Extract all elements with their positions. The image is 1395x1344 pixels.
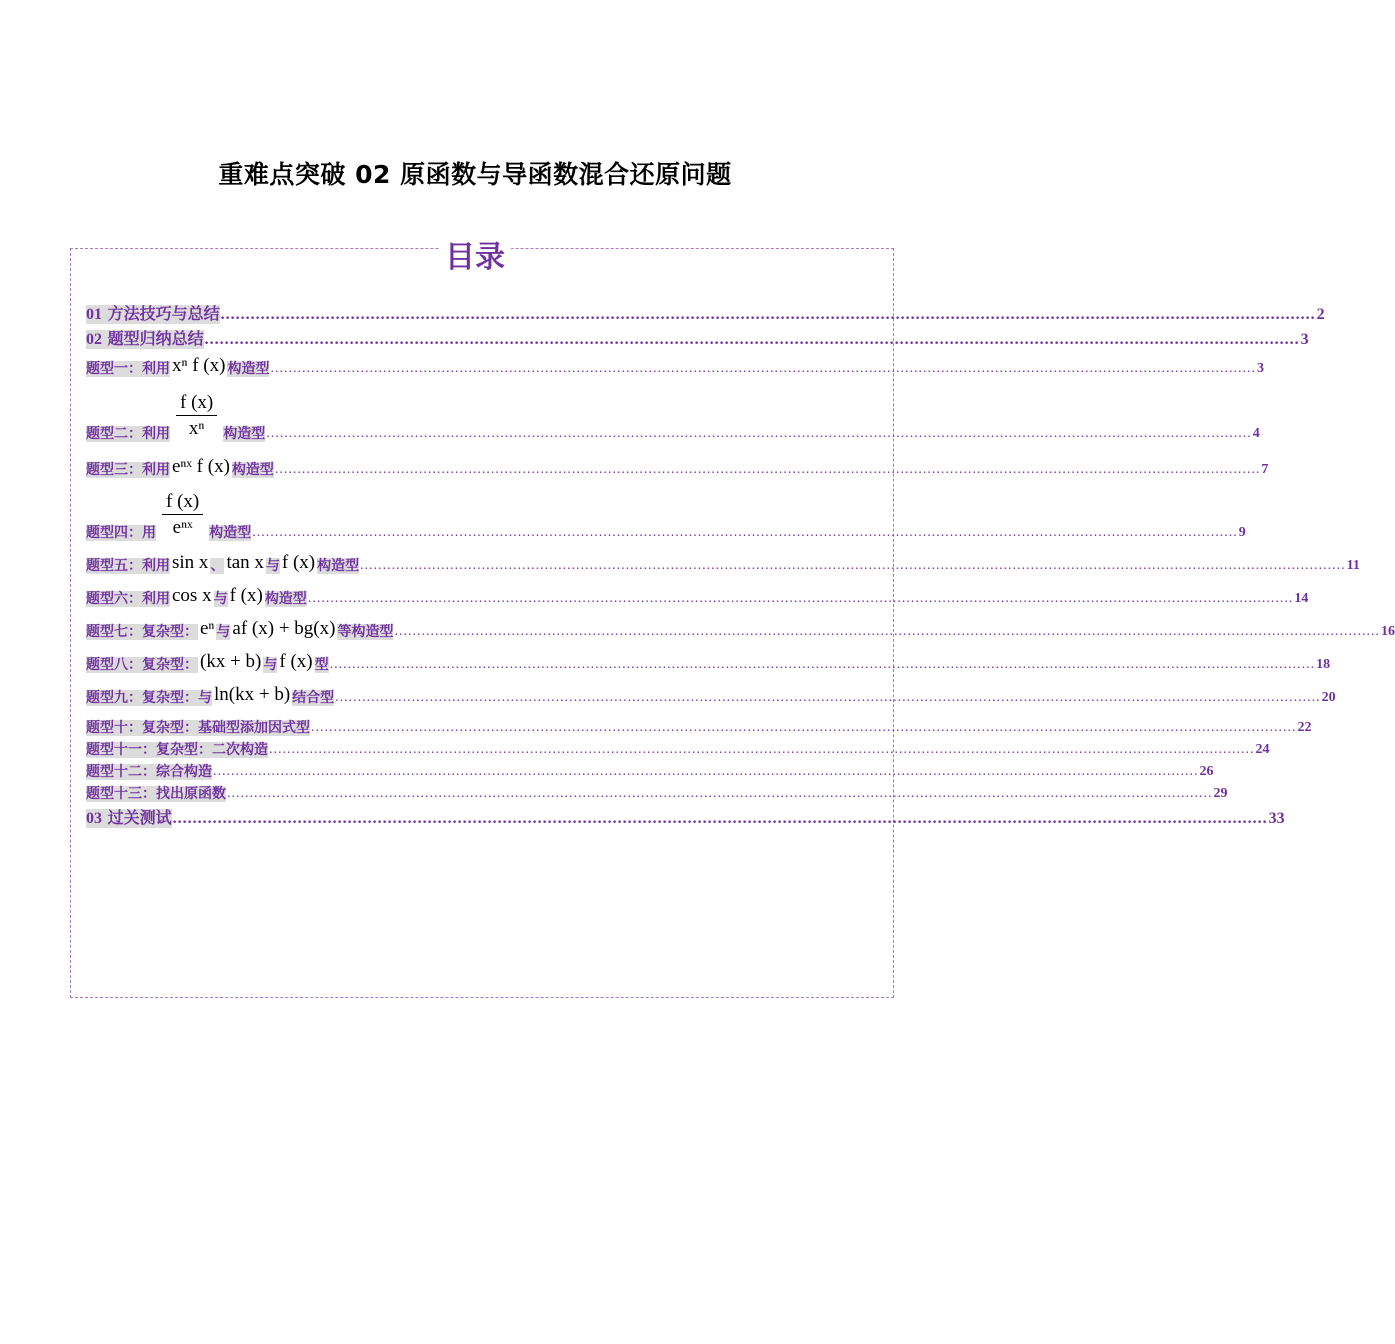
toc-entry-suffix: 等构造型 [337,623,394,640]
toc-entry-connector: 与 [216,623,231,640]
toc-entry-label: 题型十一：复杂型：二次构造 [86,742,268,758]
toc-page-number: 20 [1321,689,1336,705]
toc-entry-label: 题型四：用 [86,524,156,541]
toc-leader-dots: ........................................................................................................................................................................................................................... [213,764,1199,779]
toc-entry-type-1[interactable] [86,355,1264,377]
toc-leader-dots: ........................................................................................................................................................................................................................... [252,524,1238,540]
toc-entry-type-10[interactable] [86,720,1312,736]
toc-entry-type-5[interactable] [86,552,1360,574]
toc-entry-type-9[interactable] [86,684,1336,706]
document-title: 重难点突破 02 原函数与导函数混合还原问题 [218,160,732,189]
toc-entry-label: 题型三：利用 [86,461,170,478]
toc-page-number: 29 [1213,786,1228,801]
math-fraction [160,491,205,539]
math-formula: eⁿ [200,618,215,639]
toc-entry-test[interactable] [86,808,1285,828]
math-formula: cos x [172,585,212,606]
math-formula: (kx + b) [200,651,262,672]
toc-leader-dots: ........................................................................................................................................................................................................................... [329,656,1316,672]
toc-leader-dots: ........................................................................................................................................................................................................................... [311,720,1297,735]
math-fraction [174,392,219,440]
math-formula: tan x [226,552,264,573]
toc-page-number: 26 [1199,764,1214,779]
toc-page-number: 3 [1300,331,1309,348]
toc-entry-type-11[interactable] [86,742,1270,758]
toc-leader-dots: ........................................................................................................................................................................................................................... [204,331,1300,348]
toc-leader-dots: ........................................................................................................................................................................................................................... [274,461,1261,477]
toc-entry-type-6[interactable] [86,585,1309,607]
toc-entry-label: 01 方法技巧与总结 [86,304,220,323]
toc-entry-connector: 与 [265,557,280,574]
toc-entry-suffix: 结合型 [292,689,335,706]
math-formula: xⁿ f (x) [172,355,226,376]
math-formula: sin x [172,552,209,573]
math-formula: f (x) [281,552,316,573]
toc-page-number: 24 [1255,742,1270,757]
toc-entry-type-8[interactable] [86,651,1331,673]
toc-entry-type-3[interactable] [86,456,1269,478]
toc-entry-label: 题型九：复杂型：与 [86,689,212,706]
toc-leader-dots: ........................................................................................................................................................................................................................... [394,623,1380,639]
toc-entry-label: 题型一：利用 [86,360,170,377]
toc-entry-label: 03 过关测试 [86,808,172,827]
toc-leader-dots: ........................................................................................................................................................................................................................... [220,306,1316,323]
toc-page-number: 22 [1297,720,1312,735]
toc-entry-methods[interactable] [86,304,1325,324]
toc-entry-connector: 与 [213,590,228,607]
toc-page-number: 4 [1252,425,1260,441]
toc-entry-connector: 与 [263,656,278,673]
toc-leader-dots: ........................................................................................................................................................................................................................... [172,810,1268,827]
math-formula: eⁿˣ f (x) [172,456,230,477]
math-formula: f (x) [229,585,263,606]
fraction-denominator: xⁿ [188,417,205,439]
toc-page-number: 16 [1380,623,1395,639]
toc-entry-type-7[interactable] [86,618,1395,640]
toc-entry-suffix: 构造型 [231,461,274,478]
toc-entry-separator: 、 [210,557,225,574]
math-formula: f (x) [279,651,313,672]
fraction-numerator: f (x) [162,491,203,515]
toc-entry-suffix: 构造型 [264,590,307,607]
toc-entry-label: 题型二：利用 [86,425,170,442]
fraction-numerator: f (x) [176,392,217,416]
toc-page-number: 7 [1261,461,1269,477]
toc-page-number: 18 [1316,656,1331,672]
math-formula: af (x) + bg(x) [232,618,336,639]
toc-entry-label: 题型十三：找出原函数 [86,786,226,802]
toc-entry-types[interactable] [86,329,1309,349]
toc-leader-dots: ........................................................................................................................................................................................................................... [360,557,1346,573]
toc-page-number: 14 [1294,590,1309,606]
toc-leader-dots: ........................................................................................................................................................................................................................... [269,742,1255,757]
toc-entry-suffix: 构造型 [209,524,252,541]
fraction-denominator: eⁿˣ [172,516,193,538]
toc-entry-suffix: 构造型 [227,360,270,377]
toc-page-number: 2 [1316,306,1325,323]
toc-leader-dots: ........................................................................................................................................................................................................................... [270,360,1256,376]
toc-entry-suffix: 构造型 [317,557,360,574]
toc-leader-dots: ........................................................................................................................................................................................................................... [227,786,1213,801]
toc-page-number: 11 [1346,557,1360,573]
toc-entry-label: 题型六：利用 [86,590,170,607]
toc-page-number: 9 [1238,524,1246,540]
toc-entry-suffix: 型 [314,656,329,673]
toc-leader-dots: ........................................................................................................................................................................................................................... [307,590,1294,606]
toc-entry-label: 题型八：复杂型： [86,656,198,673]
toc-leader-dots: ........................................................................................................................................................................................................................... [266,425,1252,441]
toc-entry-type-13[interactable] [86,786,1228,802]
toc-page-number: 33 [1268,810,1285,827]
toc-entry-label: 题型十：复杂型：基础型添加因式型 [86,720,310,736]
toc-entry-label: 题型十二：综合构造 [86,764,212,780]
toc-entry-type-2[interactable] [86,392,1260,442]
math-formula: ln(kx + b) [214,684,291,705]
toc-entry-type-4[interactable] [86,491,1246,541]
toc-entry-label: 02 题型归纳总结 [86,329,204,348]
toc-entry-suffix: 构造型 [223,425,266,442]
toc-page-number: 3 [1256,360,1264,376]
toc-heading: 目录 [439,232,511,276]
toc-entry-label: 题型五：利用 [86,557,170,574]
toc-entry-label: 题型七：复杂型： [86,623,198,640]
toc-entry-type-12[interactable] [86,764,1214,780]
toc-leader-dots: ........................................................................................................................................................................................................................... [335,689,1321,705]
